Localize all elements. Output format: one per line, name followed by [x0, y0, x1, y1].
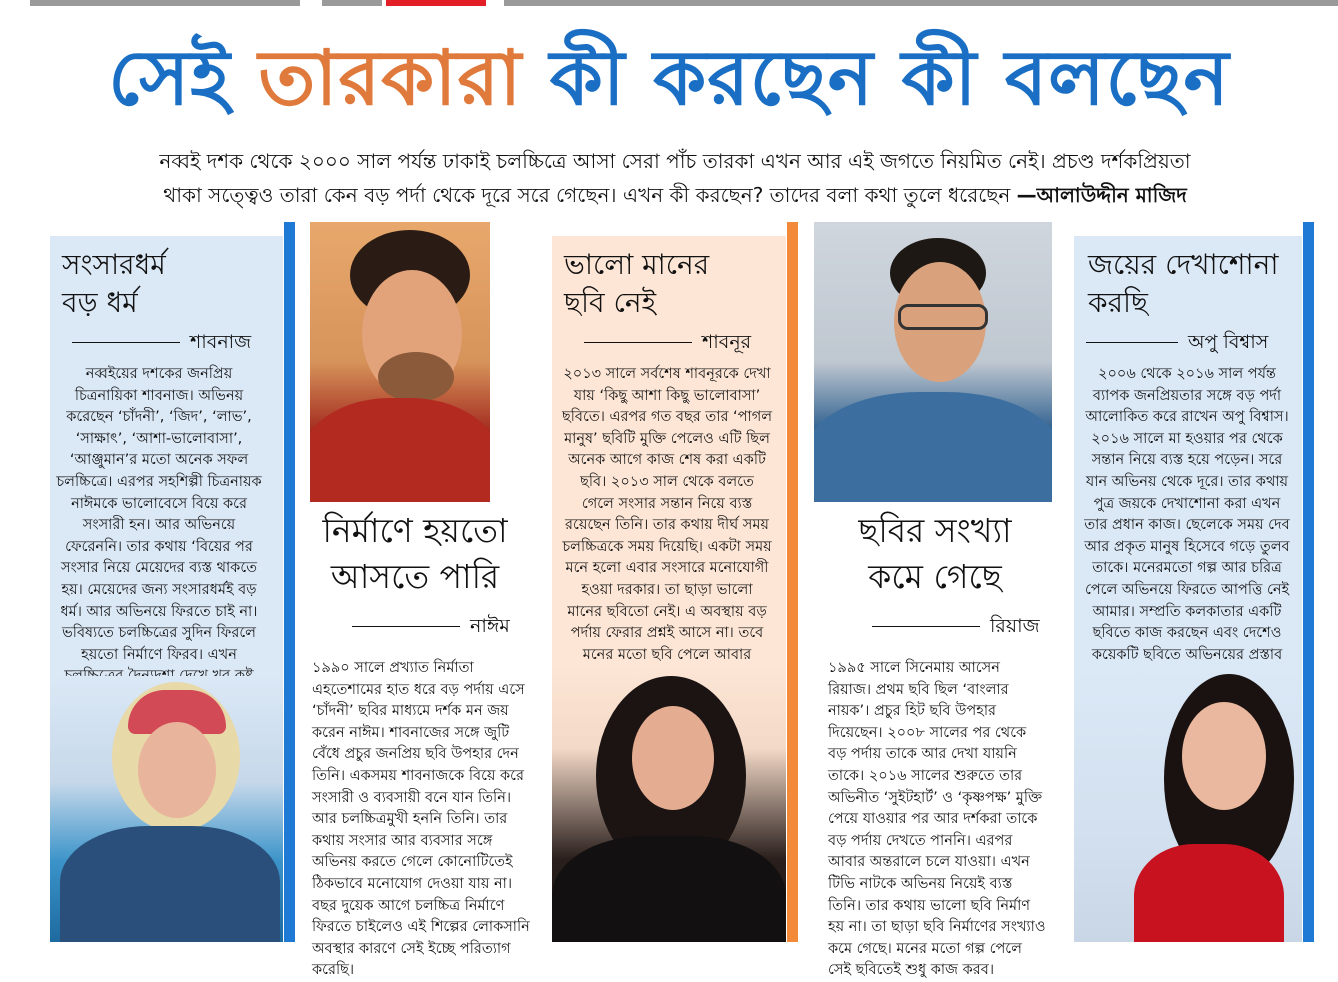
photo-apu-dress: [1134, 844, 1284, 942]
author-shabnaz-name: শাবনাজ: [190, 331, 252, 353]
column-shabnur: [552, 236, 786, 942]
author-apu: [1086, 330, 1268, 354]
top-rule-right: [504, 0, 1338, 6]
photo-shabnaz-face: [138, 722, 216, 818]
column-shabnaz: [50, 236, 283, 942]
intro-line1: নব্বই দশক থেকে ২০০০ সাল পর্যন্ত ঢাকাই চলচ্চিত্রে আসা সেরা পাঁচ তারকা এখন আর এই জগতে নিয়মিত নেই। প্রচণ্ড দর্শকপ্রিয়তা: [159, 149, 1191, 173]
body-apu: ২০০৬ থেকে ২০১৬ সাল পর্যন্ত ব্যাপক জনপ্রিয়তার সঙ্গে বড় পর্দা আলোকিত করে রাখেন অপু বিশ্বাস। ২০১৬ সালে মা হওয়ার পর থেকে সন্তান নিয়ে ব্যস্ত হয়ে পড়েন। সরে যান অভিনয় থেকে দূরে। তার কথায় পুত্র জয়কে দেখাশোনা করা এখন তার প্রধান কাজ। ছেলেকে সময় দেব আর প্রকৃত মানুষ হিসেবে গড়ে তুলব তাকে। মনেরমতো গল্প আর চরিত্র পেলে অভিনয়ে ফিরতে আপত্তি নেই আমার। সম্প্রতি কলকাতার একটি ছবিতে কাজ করছেন এবং দেশেও কয়েকটি ছবিতে অভিনয়ের প্রস্তাব: [1084, 366, 1290, 663]
author-naim-name: নাঈম: [470, 615, 510, 637]
heading-naim: [310, 508, 520, 600]
heading-naim-line1: নির্মাণে হয়তো: [322, 511, 508, 550]
photo-naim: [310, 222, 490, 502]
photo-apu: [1074, 668, 1302, 942]
top-rule-red: [386, 0, 486, 6]
body-naim: ১৯৯০ সালে প্রখ্যাত নির্মাতা এহতেশামের হাত ধরে বড় পর্দায় এসে ‘চাঁদনী’ ছবির মাধ্যমে দর্শক মন জয় করেন নাঈম। শাবনাজের সঙ্গে জুটি বেঁধে প্রচুর জনপ্রিয় ছবি উপহার দেন তিনি। একসময় শাবনাজকে বিয়ে করে সংসারী ও ব্যবসায়ী বনে যান তিনি। আর চলচ্চিত্রমুখী হননি তিনি। তার কথায় সংসার আর ব্যবসার সঙ্গে অভিনয় করতে গেলে কোনোটিতেই ঠিকভাবে মনোযোগ দেওয়া যায় না। বছর দুয়েক আগে চলচ্চিত্র নির্মাণে ফিরতে চাইলেও এই শিল্পের লোকসানি অবস্থার কারণে সেই ইচ্ছে পরিত্যাগ করেছি।: [312, 660, 530, 979]
intro-line2: থাকা সত্ত্বেও তারা কেন বড় পর্দা থেকে দূরে সরে গেছেন। এখন কী করছেন? তাদের বলা কথা তুলে ধরেছেন: [163, 183, 1017, 207]
heading-naim-line2: আসতে পারি: [330, 557, 500, 596]
column-bar-apu: [1303, 222, 1314, 942]
heading-riaz-line1: ছবির সংখ্যা: [858, 511, 1012, 550]
body-riaz: ১৯৯৫ সালে সিনেমায় আসেন রিয়াজ। প্রথম ছবি ছিল ‘বাংলার নায়ক’। প্রচুর হিট ছবি উপহার দিয়েছেন। ২০০৮ সালের পর থেকে বড় পর্দায় তাকে আর দেখা যায়নি তাকে। ২০১৬ সালের শুরুতে তার অভিনীত ‘সুইটহার্ট’ ও ‘কৃষ্ণপক্ষ’ মুক্তি পেয়ে যাওয়ার পর আর দর্শকরা তাকে বড় পর্দায় দেখতে পাননি। এরপর আবার অন্তরালে চলে যাওয়া। এখন টিভি নাটকে অভিনয় নিয়েই ব্যস্ত তিনি। তার কথায় ভালো ছবি নির্মাণ হয় না। তা ছাড়া ছবি নির্মাণের সংখ্যাও কমে গেছে। মনের মতো গল্প পেলে সেই ছবিতেই শুধু কাজ করব।: [828, 660, 1046, 979]
byline: —আলাউদ্দীন মাজিদ: [1016, 183, 1187, 207]
photo-naim-beard: [378, 352, 454, 402]
heading-shabnur-line1: ভালো মানের: [564, 248, 710, 281]
author-rule: [1086, 342, 1178, 343]
headline-part3: কী করছেন কী বলছেন: [522, 33, 1230, 122]
photo-shabnur-dress: [552, 836, 786, 942]
heading-shabnaz: [62, 246, 277, 322]
headline: [0, 28, 1338, 128]
heading-shabnaz-line1: সংসারধর্ম: [62, 248, 166, 281]
author-rule: [872, 626, 980, 627]
heading-shabnaz-line2: বড় ধর্ম: [62, 286, 138, 319]
author-naim: [352, 614, 510, 638]
intro-paragraph: [110, 144, 1240, 212]
author-rule: [72, 342, 180, 343]
author-shabnaz: [72, 330, 251, 354]
headline-part1: সেই: [108, 33, 259, 122]
heading-riaz: [830, 508, 1040, 600]
top-rule-left: [30, 0, 300, 6]
heading-apu-line1: জয়ের দেখাশোনা: [1088, 248, 1279, 281]
top-rule-mid: [322, 0, 382, 6]
column-bar-shabnaz: [284, 222, 295, 942]
heading-apu: [1088, 246, 1300, 322]
photo-riaz-jacket: [814, 392, 1052, 502]
photo-riaz: [814, 222, 1052, 502]
author-rule: [352, 626, 460, 627]
photo-apu-face: [1182, 702, 1266, 810]
author-apu-name: অপু বিশ্বাস: [1188, 331, 1269, 353]
heading-apu-line2: করছি: [1088, 286, 1148, 319]
photo-shabnur: [552, 666, 786, 942]
headline-accent: তারকারা: [258, 33, 523, 122]
photo-riaz-glasses: [898, 304, 988, 330]
heading-riaz-line2: কমে গেছে: [868, 557, 1002, 596]
photo-shabnaz: [50, 676, 283, 942]
author-shabnur: [584, 330, 751, 354]
heading-shabnur-line2: ছবি নেই: [564, 286, 657, 319]
photo-naim-shirt: [310, 398, 490, 502]
heading-shabnur: [564, 246, 779, 322]
author-shabnur-name: শাবনূর: [702, 331, 752, 353]
photo-shabnaz-outfit: [60, 826, 280, 942]
body-shabnur: ২০১৩ সালে সর্বশেষ শাবনূরকে দেখা যায় ‘কিছু আশা কিছু ভালোবাসা’ ছবিতে। এরপর গত বছর তার ‘পাগল মানুষ’ ছবিটি মুক্তি পেলেও এটি ছিল অনেক আগে কাজ শেষ করা একটি ছবি। ২০১৩ সাল থেকে বলতে গেলে সংসার সন্তান নিয়ে ব্যস্ত রয়েছেন তিনি। তার কথায় দীর্ঘ সময় চলচ্চিত্রকে সময় দিয়েছি। একটা সময় মনে হলো এবার সংসারে মনোযোগী হওয়া দরকার। তা ছাড়া ভালো মানের ছবিতো নেই। এ অবস্থায় বড় পর্দায় ফেরার প্রশ্নই আসে না। তবে মনের মতো ছবি পেলে আবার: [562, 366, 773, 663]
column-apu: [1074, 236, 1302, 942]
author-riaz: [872, 614, 1040, 638]
body-shabnaz: নব্বইয়ের দশকের জনপ্রিয় চিত্রনায়িকা শাবনাজ। অভিনয় করেছেন ‘চাঁদনী’, ‘জিদ’, ‘লাভ’, ‘সাক্ষাৎ’, ‘আশা-ভালোবাসা’, ‘আঞ্জুমান’র মতো অনেক সফল চলচ্চিত্রে। এরপর সহশিল্পী চিত্রনায়ক নাঈমকে ভালোবেসে বিয়ে করে সংসারী হন। আর অভিনয়ে ফেরেননি। তার কথায় ‘বিয়ের পর সংসার নিয়ে মেয়েদের ব্যস্ত থাকতে হয়। মেয়েদের জন্য সংসারধর্মই বড় ধর্ম। আর অভিনয়ে ফিরতে চাই না। ভবিষ্যতে চলচ্চিত্রের সুদিন ফিরলে হয়তো নির্মাণে ফিরব। এখন: [56, 366, 262, 663]
author-riaz-name: রিয়াজ: [990, 615, 1040, 637]
column-bar-shabnur: [787, 222, 798, 942]
photo-shabnur-face: [632, 706, 714, 810]
author-rule: [584, 342, 692, 343]
